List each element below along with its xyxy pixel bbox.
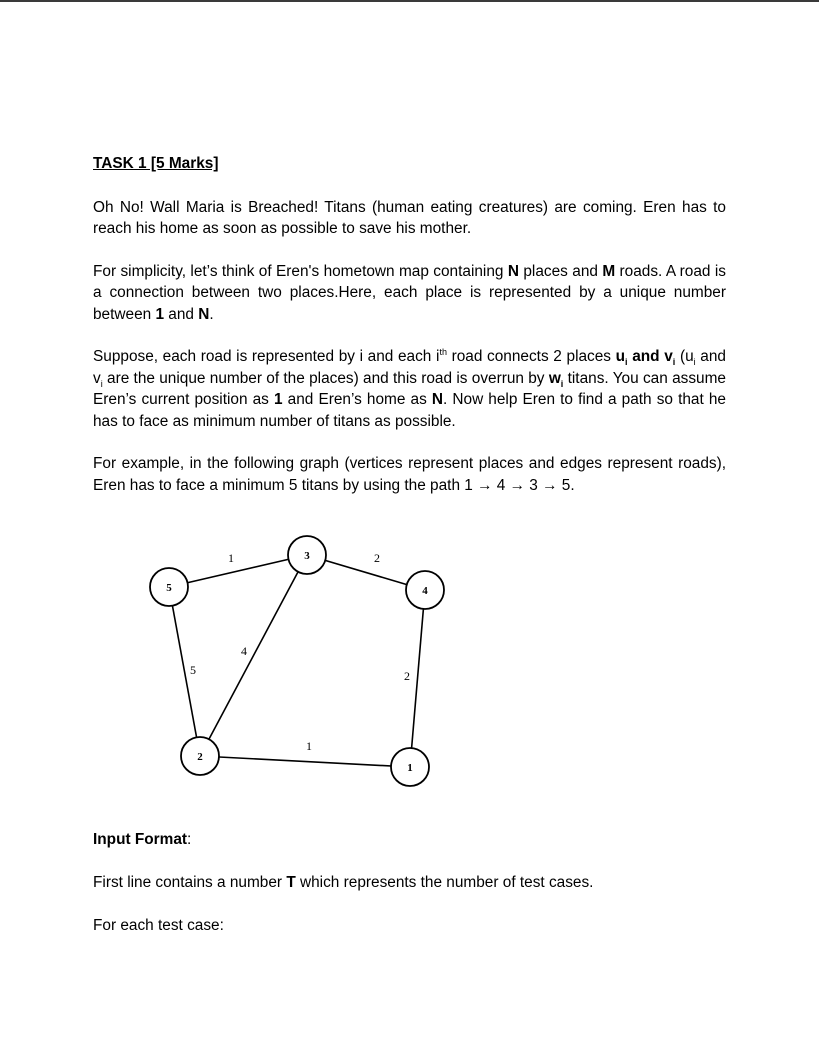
task-title: TASK 1 [5 Marks] (93, 155, 219, 172)
input-format-heading: Input Format: (93, 831, 192, 848)
edge-weight-3-4: 2 (374, 551, 380, 565)
edge-weight-4-1: 2 (404, 669, 410, 683)
edge-2-1 (200, 756, 410, 767)
road-paragraph: Suppose, each road is represented by i and each $i^{th}$ road connects 2 places $u_i$ and $v_i$ ($u_i$ and $v_i$ are the unique number of the places) and this road is overrun by $w_i$ titans. You can assume Eren’s current position as 1 and Eren’s home as N. Now help Eren to find a path so that he has to face as minimum number of titans as possible. (93, 346, 726, 430)
edge-weight-3-2: 4 (241, 644, 247, 658)
edge-weight-5-2: 5 (190, 663, 196, 677)
edge-5-3 (169, 555, 307, 587)
map-paragraph: For simplicity, let’s think of Eren's hometown map containing N places and M roads. A road is a connection between two places.Here, each place is represented by a unique number between 1 and N. (93, 262, 726, 323)
first-line-description: First line contains a number T which represents the number of test cases. (93, 874, 594, 891)
example-graph (140, 530, 450, 790)
example-paragraph: For example, in the following graph (vertices represent places and edges represent roads), Eren has to face a minimum 5 titans by using the path 1 → 4 → 3 → 5. (93, 455, 726, 494)
node-label-5: 5 (166, 582, 172, 594)
node-label-4: 4 (422, 585, 428, 597)
node-label-3: 3 (304, 550, 310, 562)
node-label-2: 2 (197, 751, 203, 763)
node-label-1: 1 (407, 762, 413, 774)
edge-3-2 (200, 555, 307, 756)
intro-paragraph: Oh No! Wall Maria is Breached! Titans (human eating creatures) are coming. Eren has to reach his home as soon as possible to save his mother. (93, 198, 726, 237)
top-border (0, 0, 819, 2)
edge-weight-5-3: 1 (228, 551, 234, 565)
document-body (93, 153, 726, 496)
each-test-case-label: For each test case: (93, 917, 224, 934)
edge-weight-2-1: 1 (306, 739, 312, 753)
edge-4-1 (410, 590, 425, 767)
